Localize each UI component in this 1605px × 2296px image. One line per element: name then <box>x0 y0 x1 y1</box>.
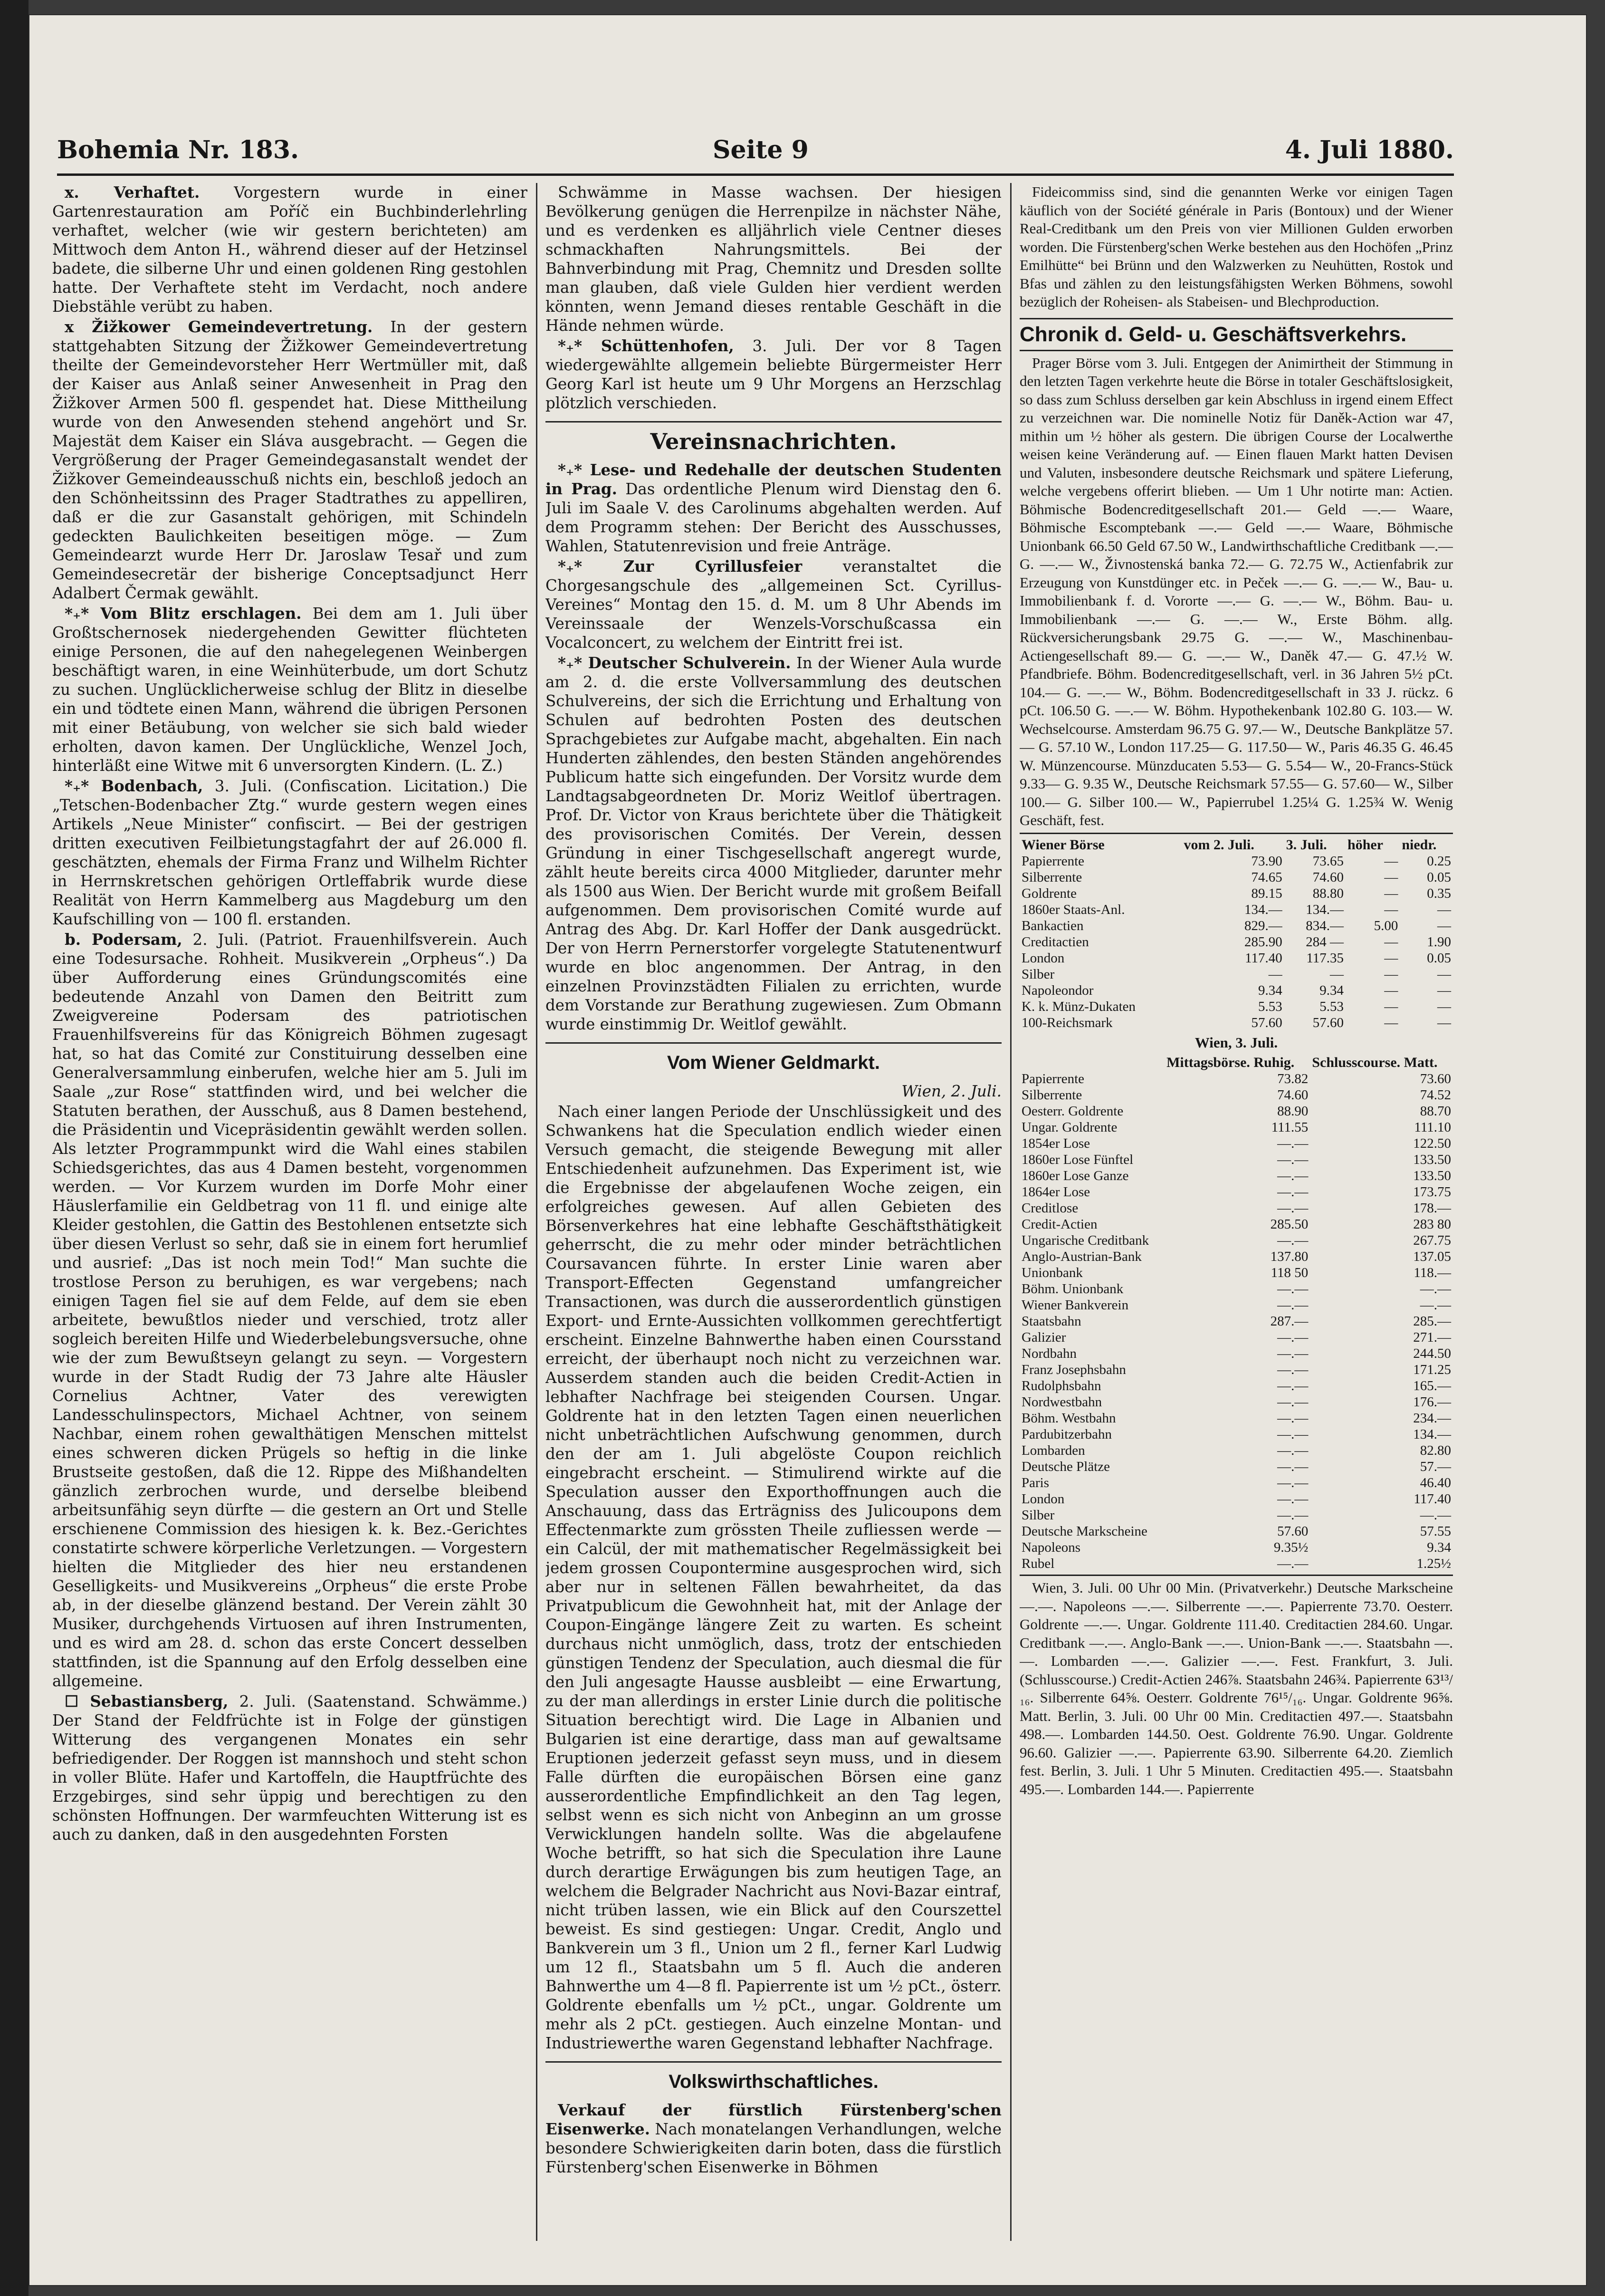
news-article <box>52 930 527 1691</box>
quote-cell: —.— <box>1277 1443 1309 1458</box>
quote-cell: —.— <box>1277 1508 1309 1523</box>
article-body: 3. Juli. (Confiscation. Licitation.) Die „Tetschen-Bodenbacher Ztg.“ wurde gestern wegen eines Artikels „Neue Minister“ confiscirt. — Bei der gestrigen dritten executiven Feilbietungstagfahrt der auf 26.000 fl. geschätzten, ehemals der Firma Franz und Wilhelm Richter in Herrnskretschen gehörigen Ortleffabrik wurde diese Realität von Herrn Kammelberg aus Magdeburg um den Kaufschilling von — 100 fl. erstanden. <box>52 777 527 928</box>
security-name: Lombarden <box>1022 1443 1085 1458</box>
table-row <box>1020 1249 1453 1265</box>
volkswirth-subtitle: Verkauf der fürstlich Fürstenberg'schen Eisenwerke. <box>545 2101 1002 2138</box>
security-name: 1860er Lose Ganze <box>1022 1168 1129 1183</box>
quote-cell: 117.35 <box>1306 950 1344 966</box>
security-name: Goldrente <box>1022 885 1077 901</box>
quote-cell: 88.80 <box>1312 885 1344 901</box>
quote-cell: 74.52 <box>1420 1087 1451 1103</box>
table-row <box>1020 1281 1453 1297</box>
article-heading: x. Verhaftet. <box>65 183 200 202</box>
fuerstenberg-continued: Fideicommiss sind, sind die genannten Werke vor einigen Tagen käuflich von der Société générale in Paris (Bontoux) und der Wiener Real-Creditbank um den Preis von vier Millionen Gulden erworben worden. Die Fürstenberg'schen Werke bestehen aus den Hochöfen „Prinz Emilhütte“ bei Brünn und den Walzwerken zu Neuhütten, Rostok und Bfas und zählen zu den leistungsfähigsten Werken Böhmens, sowohl bezüglich der Roheisen- als Stabeisen- und Blechproduction. <box>1020 183 1453 310</box>
table-header-row <box>1020 837 1453 853</box>
article-body: In der gestern stattgehabten Sitzung der Žižkower Gemeindevertretung theilte der Gemeindevorsteher Herr Wertmüller mit, daß der Kaiser aus Anlaß seiner Anwesenheit in Prag den Žižkover Armen 500 fl. gespendet hat. Diese Mittheilung wurde von den Anwesenden stehend angehört und Sr. Majestät dem Kaiser ein Sláva ausgebracht. — Gegen die Vergrößerung der Prager Gemeindegasanstalt wendet der Žižkover Gemeindeausschuß nichts ein, beschloß jedoch an den Schönheitssinn des Prager Stadtrathes zu appelliren, daß er die zur Gasanstalt gehörigen, mit Schindeln gedeckten Baulichkeiten beseitigen möge. — Zum Gemeindearzt wurde Herr Dr. Jaroslaw Tesař und zum Gemeindesecretär der bisherige Conceptsadjunct Herr Adalbert Čermak gewählt. <box>52 318 527 602</box>
article-body: 2. Juli. (Saatenstand. Schwämme.) Der Stand der Feldfrüchte ist in Folge der günstigen Witterung des vergangenen Monates ein sehr befriedigender. Der Roggen ist mannshoch und steht schon in voller Blüte. Hafer und Kartoffeln, die Hauptfrüchte des Erzgebirges, sind sehr üppig und berechtigen zu den schönsten Hoffnungen. Der warmfeuchten Witterung ist es auch zu danken, daß in den ausgedehnten Forsten <box>52 1692 527 1844</box>
quote-cell: — <box>1384 934 1398 950</box>
table-row <box>1020 1459 1453 1475</box>
wiener-boerse-table <box>1020 837 1453 1031</box>
security-name: 1860er Staats-Anl. <box>1022 902 1125 917</box>
quote-cell: 137.80 <box>1270 1249 1309 1264</box>
quote-cell: 57.60 <box>1312 1015 1344 1030</box>
table-row <box>1020 1507 1453 1523</box>
column-2 <box>545 183 1002 2241</box>
quote-cell: —.— <box>1277 1330 1309 1345</box>
section-title-vereinsnachrichten: Vereinsnachrichten. <box>545 421 1002 456</box>
security-name: Paris <box>1022 1475 1049 1490</box>
quote-cell: 111.10 <box>1414 1120 1451 1135</box>
table-row <box>1020 1119 1453 1135</box>
security-name: Creditactien <box>1022 934 1089 950</box>
quote-cell: —.— <box>1277 1362 1309 1377</box>
local-news-continued <box>545 183 1002 413</box>
table-row <box>1020 869 1453 885</box>
quote-cell: —.— <box>1277 1297 1309 1313</box>
security-name: Papierrente <box>1022 1071 1085 1086</box>
section-title-chronik: Chronik d. Geld- u. Geschäftsverkehrs. <box>1020 318 1453 351</box>
quote-cell: 82.80 <box>1420 1443 1451 1458</box>
security-name: Bankactien <box>1022 918 1084 933</box>
table-row <box>1020 1265 1453 1281</box>
quote-cell: 271.— <box>1413 1330 1451 1345</box>
news-article <box>52 777 527 929</box>
quote-cell: 117.40 <box>1245 950 1282 966</box>
quote-cell: —.— <box>1277 1346 1309 1361</box>
quote-cell: 73.60 <box>1420 1071 1451 1086</box>
section-title-volkswirthschaftliches: Volkswirthschaftliches. <box>545 2061 1002 2096</box>
quote-cell: 0.05 <box>1427 869 1451 885</box>
security-name: Creditlose <box>1022 1201 1079 1216</box>
table-row <box>1020 1087 1453 1103</box>
table-row <box>1020 1015 1453 1031</box>
quote-cell: —.— <box>1277 1168 1309 1183</box>
quote-cell: 171.25 <box>1413 1362 1451 1377</box>
table-row <box>1020 1135 1453 1152</box>
article-heading: *₊* Bodenbach, <box>65 777 203 795</box>
security-name: Ungarische Creditbank <box>1022 1233 1149 1248</box>
article-heading: x Žižkower Gemeindevertretung. <box>65 317 373 336</box>
quote-cell: —.— <box>1277 1411 1309 1426</box>
security-name: Silberrente <box>1022 1087 1082 1103</box>
article-heading: *₊* Lese- und Redehalle der deutschen Studenten in Prag. <box>545 461 1002 498</box>
quote-cell: — <box>1384 1015 1398 1030</box>
divider <box>1020 1575 1453 1576</box>
quote-cell: 133.50 <box>1413 1152 1451 1167</box>
security-name: Deutsche Markscheine <box>1022 1524 1147 1539</box>
quote-cell: —.— <box>1277 1184 1309 1200</box>
quote-cell: 829.— <box>1244 918 1282 933</box>
quote-cell: — <box>1437 1015 1451 1030</box>
quote-cell: —.— <box>1277 1136 1309 1151</box>
quote-cell: —.— <box>1420 1281 1451 1297</box>
quote-cell: — <box>1384 982 1398 998</box>
foreign-boerse-reports: Wien, 3. Juli. 00 Uhr 00 Min. (Privatverkehr.) Deutsche Markscheine —.—. Napoleons —.—. Silberrente —.—. Papierrente 73.70. Oesterr. Goldrente —.—. Ungar. Goldrente 111.40. Creditactien 284.60. Ungar. Creditbank —.—. Anglo-Bank —.—. Union-Bank —.—. Staatsbahn —.—. Lombarden —.—. Galizier —.—. Fest. Frankfurt, 3. Juli. (Schlusscourse.) Credit-Actien 246⅞. Staatsbahn 246¾. Papierrente 63¹³/₁₆. Silberrente 64⅝. Oesterr. Goldrente 76¹⁵/₁₆. Ungar. Goldrente 96⅝. Matt. Berlin, 3. Juli. 00 Uhr 00 Min. Creditactien 497.—. Staatsbahn 498.—. Lombarden 144.50. Oest. Goldrente 76.90. Ungar. Goldrente 96.60. Galizier —.—. Papierrente 63.90. Silberrente 64.20. Ziemlich fest. Berlin, 3. Juli. 1 Uhr 5 Minuten. Creditactien 495.—. Staatsbahn 495.—. Lombarden 144.—. Papierrente <box>1020 1579 1453 1797</box>
quote-cell: —.— <box>1277 1475 1309 1490</box>
quote-cell: 73.90 <box>1251 853 1282 869</box>
table-row <box>1020 1297 1453 1313</box>
quote-cell: 9.34 <box>1427 1540 1451 1555</box>
quote-cell: — <box>1437 999 1451 1014</box>
quote-cell: — <box>1330 966 1344 982</box>
quote-cell: — <box>1384 999 1398 1014</box>
column-header: niedr. <box>1402 836 1437 853</box>
article-heading: b. Podersam, <box>65 930 182 949</box>
news-article <box>545 336 1002 413</box>
security-name: Silberrente <box>1022 869 1082 885</box>
news-article <box>545 183 1002 335</box>
article-heading: *₊* Vom Blitz erschlagen. <box>65 604 302 623</box>
table-row <box>1020 1410 1453 1426</box>
quote-cell: 57.60 <box>1277 1524 1309 1539</box>
quote-cell: 285.50 <box>1270 1217 1309 1232</box>
article-body: veranstaltet die Chorgesangschule des „allgemeinen Sct. Cyrillus-Vereines“ Montag den 15. d. M. um 8 Uhr Abends im Vereinssaale der Wenzels-Vorschußcassa ein Vocalconcert, zu welchem der Eintritt frei ist. <box>545 557 1002 652</box>
quote-cell: 133.50 <box>1413 1168 1451 1183</box>
table-row <box>1020 1523 1453 1539</box>
table-row <box>1020 1071 1453 1087</box>
security-name: Silber <box>1022 1508 1055 1523</box>
quote-cell: 1.25½ <box>1416 1556 1451 1571</box>
quote-cell: 9.34 <box>1319 982 1344 998</box>
column-separator <box>536 183 537 2241</box>
quote-cell: 5.53 <box>1258 999 1282 1014</box>
security-name: 1860er Lose Fünftel <box>1022 1152 1134 1167</box>
table-row <box>1020 999 1453 1015</box>
security-name: 1864er Lose <box>1022 1184 1090 1200</box>
quote-cell: 5.53 <box>1319 999 1344 1014</box>
security-name: Nordwestbahn <box>1022 1394 1102 1410</box>
security-name: Wiener Bankverein <box>1022 1297 1129 1313</box>
quote-cell: 117.40 <box>1414 1491 1451 1507</box>
table-row <box>1020 1329 1453 1345</box>
table-row <box>1020 885 1453 902</box>
security-name: Rudolphsbahn <box>1022 1378 1101 1393</box>
security-name: Böhm. Westbahn <box>1022 1411 1116 1426</box>
geldmarkt-article: Nach einer langen Periode der Unschlüssigkeit und des Schwankens hat die Speculation endlich wieder einen Versuch gemacht, die steigende Bewegung mit aller Entschiedenheit aufzunehmen. Das Experiment ist, wie die Ergebnisse der abgelaufenen Woche zeigen, ein erfolgreiches gewesen. Auf allen Gebieten des Börsenverkehres hat eine lebhafte Geschäftsthätigkeit geherrscht, die zu mehr oder minder beträchtlichen Coursavancen führte. In erster Linie waren aber Transport-Effecten Gegenstand umfangreicher Transactionen, was durch die ausserordentlich günstigen Export- und Ernte-Aussichten vollkommen gerechtfertigt erscheint. Einzelne Bahnwerthe haben einen Coursstand erreicht, der überhaupt noch nicht zu verzeichnen war. Ausserdem standen auch die beiden Credit-Actien in lebhafter Nachfrage bei steigenden Coursen. Ungar. Goldrente hat in den letzten Tagen einen neuerlichen nicht unbeträchtlichen Aufschwung genommen, durch den der am 1. Juli abgelöste Coupon reichlich eingebracht erscheint. — Stimulirend wirkte auf die Speculation ausser den Exporthoffnungen auch die Anschauung, dass das Erträgniss des Julicoupons dem Effectenmarkte zum grössten Theile zufliessen werde — ein Calcül, der mit mathematischer Regelmässigkeit bei jedem grossen Coupontermine ausgesprochen wird, sich aber nur in seltenen Fällen bewahrheitet, da das Privatpublicum die Gewohnheit hat, mit der Anlage der Coupon-Eingänge längere Zeit zu warten. Es scheint durchaus nicht unmöglich, dass, trotz der entschieden günstigen Tendenz der Speculation, auch diesmal die für den Juli angesagte Hausse ausbleibt — eine Erwartung, zu der man allerdings in erster Linie durch die politische Situation berechtigt wird. Die Lage in Albanien und Bulgarien ist eine derartige, dass man auf gewaltsame Eruptionen jederzeit gefasst seyn muss, und in diesem Falle dürften die europäischen Börsen eine ganz ausserordentliche Empfindlichkeit an den Tag legen, selbst wenn es sich nicht von Anbeginn an um grosse Verwicklungen handeln sollte. Was die abgelaufene Woche betrifft, so hat sich die Speculation ihre Laune durch derartige Erwägungen bis zum heutigen Tage, an welchem die Belgrader Nachricht aus Novi-Bazar eintraf, nicht trüben lassen, wie ein Blick auf den Courszettel beweist. Es sind gestiegen: Ungar. Credit, Anglo und Bankverein um 3 fl., Union um 2 fl., ferner Karl Ludwig um 12 fl., Staatsbahn um 5 fl. Auch die anderen Bahnwerthe um 4—8 fl. Papierrente ist um ½ pCt., österr. Goldrente ebenfalls um ½ pCt., ungar. Goldrente um mehr als 2 pCt. gestiegen. Auch einzelne Montan- und Industriewerthe waren Gegenstand lebhafter Nachfrage. <box>545 1103 1002 2052</box>
article-heading: ☐ Sebastiansberg, <box>65 1692 229 1710</box>
quote-cell: — <box>1437 982 1451 998</box>
quote-cell: 1.90 <box>1427 934 1451 950</box>
quote-cell: 283 80 <box>1413 1217 1451 1232</box>
security-name: Silber <box>1022 966 1055 982</box>
security-name: Pardubitzerbahn <box>1022 1427 1112 1442</box>
header-center: Seite 9 <box>713 135 809 164</box>
quote-cell: —.— <box>1277 1491 1309 1507</box>
vereins-articles <box>545 461 1002 1034</box>
security-name: Nordbahn <box>1022 1346 1077 1361</box>
table-row <box>1020 918 1453 934</box>
quote-cell: — <box>1384 966 1398 982</box>
news-article <box>52 183 527 316</box>
table-row <box>1020 902 1453 918</box>
column-3 <box>1020 183 1453 2241</box>
quote-cell: 284 — <box>1306 934 1344 950</box>
article-body: In der Wiener Aula wurde am 2. d. die erste Vollversammlung des deutschen Schulvereins, der sich die Errichtung und Erhaltung von Schulen auf bedrohten Posten des deutschen Sprachgebietes zur Aufgabe macht, abgehalten. Ein nach Hunderten zählendes, den besten Ständen angehörendes Publicum hatte sich eingefunden. Der Vorsitz wurde dem Landtagsabgeordneten Dr. Moriz Weitlof übertragen. Prof. Dr. Victor von Kraus berichtete über die Thätigkeit des provisorischen Comités. Der Verein, dessen Gründung in einer Tischgesellschaft angeregt wurde, zählt heute bereits circa 4000 Mitglieder, darunter mehr als 1500 aus Wien. Der Bericht wurde mit großem Beifall aufgenommen. Dem provisorischen Comité wurde auf Antrag des Abg. Dr. Karl Hoffer der Dank ausgedrückt. Der von Herrn Pernerstorfer vorgelegte Statutenentwurf wurde en bloc angenommen. Der Antrag, in den einzelnen Provinzstädten Filialen zu errichten, wurde dem Vorstande zur Berathung zugewiesen. Zum Obmann wurde einstimmig Dr. Weitlof gewählt. <box>545 654 1002 1033</box>
security-name: Deutsche Plätze <box>1022 1459 1110 1474</box>
volkswirth-text: Nach monatelangen Verhandlungen, welche besondere Schwierigkeiten darin boten, dass die fürstlich Fürstenberg'schen Eisenwerke in Böhmen <box>545 2120 1002 2176</box>
quote-cell: —.— <box>1277 1427 1309 1442</box>
quote-cell: — <box>1437 966 1451 982</box>
quote-cell: 73.82 <box>1277 1071 1309 1086</box>
security-name: Galizier <box>1022 1330 1066 1345</box>
security-name: London <box>1022 1491 1065 1507</box>
quote-cell: 834.— <box>1306 918 1344 933</box>
quote-cell: —.— <box>1277 1201 1309 1216</box>
column-header: Schlusscourse. Matt. <box>1312 1055 1438 1070</box>
quote-cell: 111.55 <box>1271 1120 1309 1135</box>
quote-cell: 118.— <box>1414 1265 1451 1280</box>
security-name: Credit-Actien <box>1022 1217 1098 1232</box>
quote-cell: 137.05 <box>1413 1249 1451 1264</box>
news-article <box>545 653 1002 1034</box>
table-row <box>1020 966 1453 982</box>
quote-cell: — <box>1384 885 1398 901</box>
geldmarkt-dateline: Wien, 2. Juli. <box>901 1082 1002 1100</box>
news-article <box>52 317 527 603</box>
table-row <box>1020 982 1453 999</box>
security-name: Staatsbahn <box>1022 1314 1081 1329</box>
quote-cell: —.— <box>1277 1281 1309 1297</box>
quote-cell: —.— <box>1277 1233 1309 1248</box>
quote-cell: 285.— <box>1413 1314 1451 1329</box>
quote-cell: 88.90 <box>1277 1104 1309 1119</box>
quote-cell: —.— <box>1277 1556 1309 1571</box>
quote-cell: —.— <box>1420 1297 1451 1313</box>
quote-cell: 176.— <box>1413 1394 1451 1410</box>
quote-cell: 73.65 <box>1312 853 1344 869</box>
table-row <box>1020 1378 1453 1394</box>
article-heading: *₊* Schüttenhofen, <box>558 336 734 355</box>
quote-cell: 74.60 <box>1312 869 1344 885</box>
quote-cell: 134.— <box>1244 902 1282 917</box>
quote-cell: — <box>1384 950 1398 966</box>
security-name: London <box>1022 950 1065 966</box>
table-row <box>1020 853 1453 869</box>
quote-cell: 89.15 <box>1251 885 1282 901</box>
column-header: höher <box>1347 836 1384 853</box>
volkswirth-article <box>545 2101 1002 2177</box>
quote-cell: 173.75 <box>1413 1184 1451 1200</box>
table-row <box>1020 1152 1453 1168</box>
news-article <box>545 557 1002 652</box>
news-article <box>545 461 1002 556</box>
quote-cell: 74.60 <box>1277 1087 1309 1103</box>
quote-cell: —.— <box>1277 1459 1309 1474</box>
quote-cell: 134.— <box>1306 902 1344 917</box>
article-body: 3. Juli. Der vor 8 Tagen wiedergewählte allgemein beliebte Bürgermeister Herr Georg Karl ist heute um 9 Uhr Morgens an Herzschlag plötzlich verschieden. <box>545 337 1002 412</box>
news-article <box>52 604 527 775</box>
quote-cell: 0.05 <box>1427 950 1451 966</box>
security-name: Ungar. Goldrente <box>1022 1120 1118 1135</box>
security-name: Franz Josephsbahn <box>1022 1362 1126 1377</box>
column-header: Wiener Börse <box>1022 836 1105 853</box>
header-rule <box>57 173 1454 176</box>
quote-cell: 287.— <box>1270 1314 1309 1329</box>
quote-cell: — <box>1268 966 1282 982</box>
article-heading: *₊* Zur Cyrillusfeier <box>558 557 802 576</box>
quote-cell: — <box>1437 902 1451 917</box>
section-title-geldmarkt: Vom Wiener Geldmarkt. <box>545 1042 1002 1077</box>
wien-3-juli-table <box>1020 1055 1453 1572</box>
page-header <box>57 135 1454 169</box>
column-header <box>1020 1055 1165 1071</box>
quote-cell: 88.70 <box>1420 1104 1451 1119</box>
quote-cell: —.— <box>1277 1378 1309 1393</box>
quote-cell: — <box>1437 918 1451 933</box>
quote-cell: 9.34 <box>1258 982 1282 998</box>
table-row <box>1020 1362 1453 1378</box>
column-header: Mittagsbörse. Ruhig. <box>1166 1055 1295 1070</box>
quote-cell: —.— <box>1420 1508 1451 1523</box>
news-article <box>52 1692 527 1844</box>
security-name: Anglo-Austrian-Bank <box>1022 1249 1142 1264</box>
scan-binding-edge <box>0 0 29 2296</box>
table-row <box>1020 1539 1453 1556</box>
table-row <box>1020 1345 1453 1362</box>
table-header-row <box>1020 1055 1453 1071</box>
quote-cell: 57.60 <box>1251 1015 1282 1030</box>
security-name: Rubel <box>1022 1556 1055 1571</box>
quote-cell: 0.25 <box>1427 853 1451 869</box>
quote-cell: 244.50 <box>1413 1346 1451 1361</box>
table-row <box>1020 1184 1453 1200</box>
table-row <box>1020 1103 1453 1119</box>
table-row <box>1020 1200 1453 1216</box>
table-row <box>1020 1394 1453 1410</box>
security-name: 100-Reichsmark <box>1022 1015 1113 1030</box>
quote-cell: 267.75 <box>1413 1233 1451 1248</box>
security-name: K. k. Münz-Dukaten <box>1022 999 1136 1014</box>
table-row <box>1020 1442 1453 1459</box>
quote-cell: — <box>1384 902 1398 917</box>
quote-cell: 9.35½ <box>1273 1540 1309 1555</box>
quote-cell: 234.— <box>1413 1411 1451 1426</box>
prager-boerse-report: Prager Börse vom 3. Juli. Entgegen der Animirtheit der Stimmung in den letzten Tagen verkehrte heute die Börse in totaler Geschäftslosigkeit, so dass zum Schluss derselben gar kein Abschluss in irgend einem Effect zu verzeichnen war. Die nominelle Notiz für Daněk-Action war 47, mithin um ½ höher als gestern. Die übrigen Course der Localwerthe weisen keine Veränderung auf. — Einen flauen Markt hatten Devisen und Valuten, insbesondere deutsche Reichsmark und spätere Lieferung, welche vergebens offerirt blieben. — Um 1 Uhr notirte man: Actien. Böhmische Bodencreditgesellschaft 201.— Geld —.— Waare, Böhmische Escomptebank —.— Geld —.— Waare, Böhmische Unionbank 66.50 Geld 67.50 W., Landwirthschaftliche Creditbank —.— G. —.— W., Živnostenská banka 72.— G. 72.75 W., Actienfabrik zur Erzeugung von Kunstdünger etc. in Peček —.— G. —.— W., Bau- u. Immobilienbank f. d. Vororte —.— G. —.— W., Böhm. Bau- u. Immobilienbank —.— G. —.— W., Erste Böhm. allg. Rückversicherungsbank 29.75 G. —.— W., Maschinenbau-Actiengesellschaft 89.— G. —.— W., Daněk 47.— G. 47.½ W. Pfandbriefe. Böhm. Bodencreditgesellschaft, verl. in 36 Jahren 5½ pCt. 104.— G. —.— W., Böhm. Bodencreditgesellschaft in 33 J. rückz. 6 pCt. 106.50 G. —.— W. Böhm. Hypothekenbank 102.80 G. 103.— W. Wechselcourse. Amsterdam 96.75 G. 97.— W., Deutsche Bankplätze 57.— G. 57.10 W., London 117.25— G. 117.50— W., Paris 46.35 G. 46.45 W. Münzencourse. Münzducaten 5.53— G. 5.54— W., 20-Francs-Stück 9.33— G. 9.35 W., Deutsche Reichsmark 57.55— G. 57.60— W., Silber 100.— G. Silber 100.— W., Papierrubel 1.25¼ G. 1.25¾ W. Wenig Geschäft, fest. <box>1020 354 1453 828</box>
quote-cell: — <box>1384 869 1398 885</box>
article-body: Bei dem am 1. Juli über Großtschernosek niedergehenden Gewitter flüchteten einige Personen, die auf den nahegelegenen Weinbergen beschäftigt waren, in eine Weinhüterbude, um dort Schutz zu suchen. Unglücklicherweise schlug der Blitz in dieselbe ein und tödtete einen Mann, während die übrigen Personen mit einer Betäubung, von welcher sie sich bald wieder erholten, davon kamen. Der Unglückliche, Wenzel Joch, hinterläßt eine Witwe mit 6 unversorgten Kindern. (L. Z.) <box>52 605 527 775</box>
security-name: Napoleons <box>1022 1540 1081 1555</box>
divider <box>1020 833 1453 834</box>
quote-cell: 134.— <box>1413 1427 1451 1442</box>
article-heading: *₊* Deutscher Schulverein. <box>558 653 791 672</box>
quote-cell: 5.00 <box>1374 918 1398 933</box>
table-row <box>1020 1491 1453 1507</box>
quote-cell: 57.— <box>1420 1459 1451 1474</box>
quote-cell: 122.50 <box>1413 1136 1451 1151</box>
quote-cell: 285.90 <box>1244 934 1282 950</box>
table-row <box>1020 1556 1453 1572</box>
header-left: Bohemia Nr. 183. <box>57 135 299 164</box>
quote-cell: —.— <box>1277 1394 1309 1410</box>
security-name: 1854er Lose <box>1022 1136 1090 1151</box>
quote-cell: 165.— <box>1413 1378 1451 1393</box>
quote-cell: —.— <box>1277 1152 1309 1167</box>
quote-cell: 118 50 <box>1271 1265 1309 1280</box>
column-header: 3. Juli. <box>1286 836 1327 853</box>
quote-cell: 0.35 <box>1427 885 1451 901</box>
article-body: Schwämme in Masse wachsen. Der hiesigen Bevölkerung genügen die Herrenpilze in nächster Nähe, und es verdenken es alljährlich viele Centner dieses schmackhaften Nahrungsmittels. Bei der Bahnverbindung mit Prag, Chemnitz und Dresden sollte man glauben, daß viele Gulden hier verdient werden könnten, wenn Jemand dieses rentable Geschäft in die Hände nehmen würde. <box>545 183 1002 335</box>
table-row <box>1020 1232 1453 1249</box>
column-header: vom 2. Juli. <box>1184 836 1254 853</box>
table-row <box>1020 1426 1453 1442</box>
security-name: Unionbank <box>1022 1265 1083 1280</box>
table-row <box>1020 950 1453 966</box>
security-name: Böhm. Unionbank <box>1022 1281 1124 1297</box>
wien-3-juli-title: Wien, 3. Juli. <box>1194 1034 1278 1051</box>
column-1 <box>52 183 527 2241</box>
quote-cell: 46.40 <box>1420 1475 1451 1490</box>
security-name: Oesterr. Goldrente <box>1022 1104 1124 1119</box>
header-right: 4. Juli 1880. <box>1285 135 1454 164</box>
table-row <box>1020 1313 1453 1329</box>
column-separator <box>1010 183 1012 2241</box>
table-row <box>1020 934 1453 950</box>
article-body: Das ordentliche Plenum wird Dienstag den 6. Juli im Saale V. des Carolinums abgehalten werden. Auf dem Programm stehen: Der Bericht des Ausschusses, Wahlen, Statutenrevision und freie Anträge. <box>545 480 1002 555</box>
table-row <box>1020 1216 1453 1232</box>
quote-cell: — <box>1384 853 1398 869</box>
quote-cell: 74.65 <box>1251 869 1282 885</box>
quote-cell: 57.55 <box>1420 1524 1451 1539</box>
quote-cell: 178.— <box>1413 1201 1451 1216</box>
table-row <box>1020 1168 1453 1184</box>
security-name: Papierrente <box>1022 853 1085 869</box>
security-name: Napoleondor <box>1022 982 1094 998</box>
table-row <box>1020 1475 1453 1491</box>
article-body: Vorgestern wurde in einer Gartenrestauration am Poříč ein Buchbinderlehrling verhaftet, welcher (wie wir gestern berichteten) am Mittwoch dem Anton H., während dieser auf der Hetzinsel badete, die silberne Uhr und einen goldenen Ring gestohlen hatte. Der Verhaftete steht im Verdacht, noch andere Diebstähle verübt zu haben. <box>52 183 527 316</box>
article-body: 2. Juli. (Patriot. Frauenhilfsverein. Auch eine Todesursache. Rohheit. Musikverein „Orpheus“.) Da über Aufforderung eines Gründungscomités eine bedeutende Anzahl von Damen den Beitritt zum Zweigvereine Podersam des patriotischen Frauenhilfsvereins für das Königreich Böhmen zugesagt hat, so hat das Comité zur Constituirung desselben eine Generalversammlung einberufen, welche hier am 5. Juli im Saale „zur Rose“ stattfinden wird, und bei welcher die Statuten berathen, der Ausschuß, aus 8 Damen bestehend, die Präsidentin und Vicepräsidentin gewählt werden sollen. Als letzter Programmpunkt wird die Wahl eines stabilen Schiedsgerichtes, das aus 4 Damen besteht, vorgenommen werden. — Vor Kurzem wurden im Dorfe Mohr einer Häuslerfamilie ein Geldbetrag von 11 fl. und einige alte Kleider gestohlen, die Gattin des Bestohlenen entsetzte sich über diesen Verlust so sehr, daß sie in einem fort herumlief und ausrief: „Das ist noch mein Tod!“ Man suchte die trostlose Person zu beruhigen, es war vergebens; nach einigen Tagen fiel sie auf dem Felde, auf dem sie eben arbeitete, bewußtlos nieder und verschied, trotz aller sogleich bereiten Hilfe und Wiederbelebungsversuche, ohne wie der zum Bewußtseyn gelangt zu seyn. — Vorgestern wurde in der Stadt Rudig der 73 Jahre alte Häusler Cornelius Achtner, Vater des verewigten Landesschulinspectors, Michael Achtner, von seinem Nachbar, einem rohen gewalthätigen Menschen mittelst eines schweren dicken Prügels so heftig in die linke Brustseite gestoßen, daß die 12. Rippe des Mißhandelten gänzlich zerbrochen wurde, und derselbe bleibend arbeitsunfähig seyn dürfte — die gestern an Ort und Stelle erschienene Commission des hiesigen k. k. Bez.-Gerichtes constatirte schwere körperliche Verletzungen. — Vorgestern hielten die Mitglieder des hier neu erstandenen Geselligkeits- und Musikvereins „Orpheus“ die erste Probe ab, in der dieselbe glänzend bestand. Der Verein zählt 30 Musiker, durchgehends Virtuosen auf ihren Instrumenten, und es wird am 28. d. schon das erste Concert desselben stattfinden, ist die Spannung auf den Erfolg desselben eine allgemeine. <box>52 931 527 1690</box>
